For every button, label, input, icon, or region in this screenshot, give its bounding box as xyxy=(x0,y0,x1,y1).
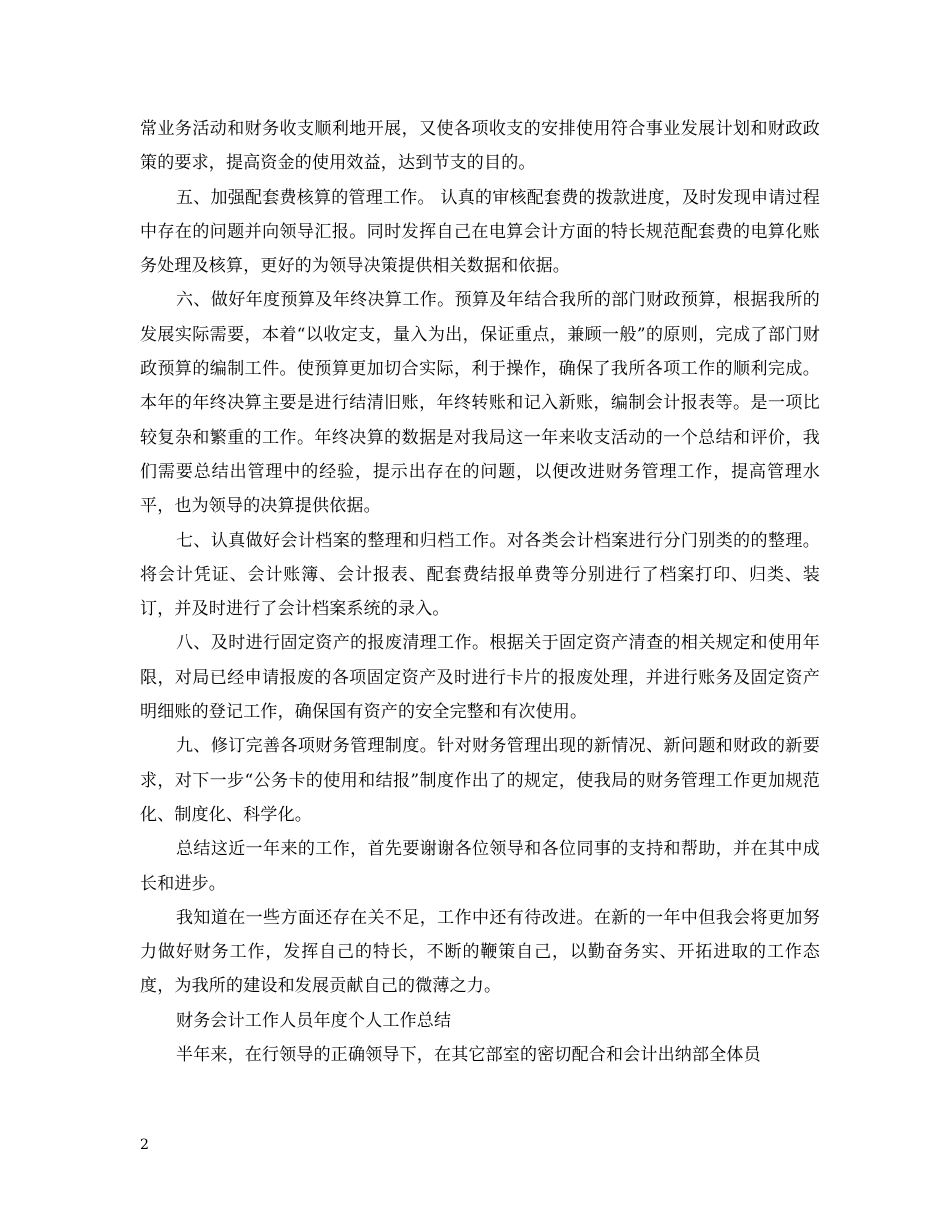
paragraph-7: 总结这近一年来的工作，首先要谢谢各位领导和各位同事的支持和帮助，并在其中成长和进步。 xyxy=(140,839,820,894)
paragraph-9: 半年来，在行领导的正确领导下，在其它部室的密切配合和会计出纳部全体员 xyxy=(176,1045,761,1066)
paragraph-8: 我知道在一些方面还存在关不足，工作中还有待改进。在新的一年中但我会将更加努力做好财务工作，发挥自己的特长，不断的鞭策自己，以勤奋务实、开拓进取的工作态度，为我所的建设和发展贡献自己的微薄之力。 xyxy=(140,907,820,997)
paragraph-1: 常业务活动和财务收支顺利地开展，又使各项收支的安排使用符合事业发展计划和财政政策的要求，提高资金的使用效益，达到节支的目的。 xyxy=(140,119,820,174)
paragraph-5: 八、及时进行固定资产的报废清理工作。根据关于固定资产清查的相关规定和使用年限，对局已经申请报废的各项固定资产及时进行卡片的报废处理，并进行账务及固定资产明细账的登记工作，确保国有资产的安全完整和有次使用。 xyxy=(140,633,820,723)
section-heading: 财务会计工作人员年度个人工作总结 xyxy=(176,1010,452,1031)
paragraph-6: 九、修订完善各项财务管理制度。针对财务管理出现的新情况、新问题和财政的新要求，对下一步“公务卡的使用和结报”制度作出了的规定，使我局的财务管理工作更加规范化、制度化、科学化。 xyxy=(140,736,820,825)
paragraph-2: 五、加强配套费核算的管理工作。 认真的审核配套费的拨款进度，及时发现申请过程中存在的问题并向领导汇报。同时发挥自己在电算会计方面的特长规范配套费的电算化账务处理及核算，更好的为领导决策提供相关数据和依据。 xyxy=(140,187,820,277)
document-body xyxy=(140,112,820,1072)
paragraph-3: 六、做好年度预算及年终决算工作。预算及年结合我所的部门财政预算，根据我所的发展实际需要，本着“以收定支，量入为出，保证重点，兼顾一般”的原则，完成了部门财政预算的编制工件。使预算更加切合实际，利于操作，确保了我所各项工作的顺利完成。本年的年终决算主要是进行结清旧账，年终转账和记入新账，编制会计报表等。是一项比较复杂和繁重的工作。年终决算的数据是对我局这一年来收支活动的一个总结和评价，我们需要总结出管理中的经验，提示出存在的问题，以便改进财务管理工作，提高管理水平，也为领导的决算提供依据。 xyxy=(140,290,820,517)
page-number: 2 xyxy=(140,1137,149,1153)
paragraph-4: 七、认真做好会计档案的整理和归档工作。对各类会计档案进行分门别类的的整理。将会计凭证、会计账簿、会计报表、配套费结报单费等分别进行了档案打印、归类、装订，并及时进行了会计档案系统的录入。 xyxy=(140,530,820,620)
